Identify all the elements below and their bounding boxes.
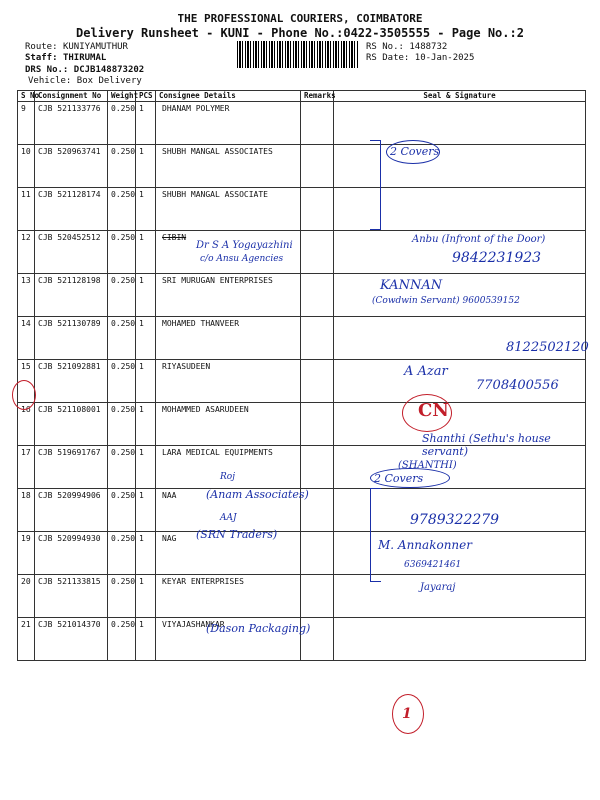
rs-number-info: RS No.: 1488732 [366,42,448,52]
table-header-row [18,91,586,102]
cn-circle [402,394,452,432]
table-row [18,274,586,317]
covers-note-2: 2 Covers [374,472,424,485]
cell-weight: 0.250 [108,231,136,274]
signature-12: Anbu (Infront of the Door) [412,234,546,245]
cell-remarks [301,446,334,489]
table-row [18,188,586,231]
bracket-rows-10-11 [370,140,381,230]
cell-sno: 21 [18,618,35,661]
cell-consignment-no: CJB 520452512 [35,231,108,274]
cell-remarks [301,274,334,317]
cell-pcs: 1 [136,102,156,145]
cell-consignment-no: CJB 521092881 [35,360,108,403]
cn-mark-16: CN [418,400,449,421]
barcode-image [237,41,359,68]
cell-weight: 0.250 [108,489,136,532]
phone-20: 6369421461 [404,560,462,570]
drs-info: DRS No.: DCJB148873202 [25,65,145,75]
cell-consignee: LARA MEDICAL EQUIPMENTS [156,446,301,489]
cell-weight: 0.250 [108,188,136,231]
runsheet-subtitle: Delivery Runsheet - KUNI - Phone No.:0422-3505555 - Page No.:2 [76,26,524,40]
cell-consignee: VIYAJASHANKAR [156,618,301,661]
cell-sno: 17 [18,446,35,489]
cell-weight: 0.250 [108,102,136,145]
sno-16-circle [12,380,36,410]
cell-consignment-no: CJB 521130789 [35,317,108,360]
cell-weight: 0.250 [108,532,136,575]
cell-pcs: 1 [136,231,156,274]
company-19: (SRN Traders) [196,528,278,541]
cell-remarks [301,575,334,618]
staff-value: THIRUMAL [62,53,107,63]
cell-remarks [301,145,334,188]
cell-consignment-no: CJB 521133815 [35,575,108,618]
runsheet-table [17,90,586,661]
cell-consignee: SRI MURUGAN ENTERPRISES [156,274,301,317]
cell-sno: 20 [18,575,35,618]
signature-13: KANNAN [380,278,443,293]
table-row [18,145,586,188]
signature-19: M. Annakonner [378,538,472,552]
cell-remarks [301,231,334,274]
table-row [18,102,586,145]
cell-remarks [301,188,334,231]
table-row [18,575,586,618]
rs-date-value: 10-Jan-2025 [414,53,475,63]
name-17: (SHANTHI) [398,460,457,471]
cell-weight: 0.250 [108,403,136,446]
cell-consignee: DHANAM POLYMER [156,102,301,145]
rs-date-info: RS Date: 10-Jan-2025 [366,53,475,63]
cell-pcs: 1 [136,618,156,661]
col-header-consignment: Consignment No [35,91,108,102]
cell-weight: 0.250 [108,446,136,489]
vehicle-info: Vehicle: Box Delivery [28,76,142,86]
cell-remarks [301,360,334,403]
cell-sno: 13 [18,274,35,317]
cell-weight: 0.250 [108,317,136,360]
cell-consignee: KEYAR ENTERPRISES [156,575,301,618]
staff-info: Staff: THIRUMAL [25,53,107,63]
signature-17: Shanthi (Sethu's house servant) [422,432,551,458]
route-value: KUNIYAMUTHUR [62,42,128,52]
route-info: Route: KUNIYAMUTHUR [25,42,128,52]
cell-consignee: NAG [156,532,301,575]
cell-remarks [301,403,334,446]
rs-number-value: 1488732 [409,42,448,52]
col-header-consignee: Consignee Details [156,91,301,102]
cell-consignee: NAA [156,489,301,532]
cell-pcs: 1 [136,274,156,317]
cell-seal-signature [334,274,586,317]
cell-sno: 10 [18,145,35,188]
phone-16: 7708400556 [476,378,559,393]
cell-consignee: CIBIN [156,231,301,274]
cell-sno: 9 [18,102,35,145]
cell-consignee: MOHAMMED ASARUDEEN [156,403,301,446]
cell-pcs: 1 [136,360,156,403]
cell-pcs: 1 [136,575,156,618]
cell-sno: 14 [18,317,35,360]
page-mark-circle [392,694,424,734]
cell-weight: 0.250 [108,618,136,661]
cell-consignment-no: CJB 521014370 [35,618,108,661]
cell-consignee: RIYASUDEEN [156,360,301,403]
col-header-sno: S No [18,91,35,102]
table-row [18,317,586,360]
phone-12: 9842231923 [452,250,542,266]
cell-sno: 16 [18,403,35,446]
page-mark: 1 [402,706,412,722]
col-header-pcs: PCS [136,91,156,102]
phone-15: 8122502120 [506,340,589,355]
cell-pcs: 1 [136,317,156,360]
cell-remarks [301,102,334,145]
cell-consignee: SHUBH MANGAL ASSOCIATES [156,145,301,188]
cell-sno: 12 [18,231,35,274]
covers-circle-2 [370,468,450,488]
cell-pcs: 1 [136,145,156,188]
cell-pcs: 1 [136,188,156,231]
cell-consignee: MOHAMED THANVEER [156,317,301,360]
cell-pcs: 1 [136,532,156,575]
cell-consignment-no: CJB 520994906 [35,489,108,532]
col-header-seal: Seal & Signature [334,91,586,102]
cell-consignment-no: CJB 521108001 [35,403,108,446]
cell-consignment-no: CJB 521128174 [35,188,108,231]
cell-pcs: 1 [136,403,156,446]
cell-pcs: 1 [136,489,156,532]
cell-pcs: 1 [136,446,156,489]
cell-remarks [301,317,334,360]
signature-21: Jayaraj [420,582,456,593]
cell-consignment-no: CJB 521128198 [35,274,108,317]
covers-circle-1 [386,140,440,164]
phone-19: 9789322279 [410,512,500,528]
company-18: (Anam Associates) [206,488,309,501]
vehicle-value: Box Delivery [76,76,142,86]
table-row [18,532,586,575]
cell-consignment-no: CJB 520994930 [35,532,108,575]
cell-seal-signature [334,618,586,661]
name-18: Roj [220,472,235,482]
company-title: THE PROFESSIONAL COURIERS, COIMBATORE [177,12,423,25]
cell-sno: 18 [18,489,35,532]
covers-note-1: 2 Covers [390,145,440,158]
cell-consignment-no: CJB 520963741 [35,145,108,188]
name-19: AAJ [220,513,237,523]
col-header-weight: Weight [108,91,136,102]
handwritten-consignee-12: Dr S A Yogayazhini [196,240,293,251]
cell-consignment-no: CJB 519691767 [35,446,108,489]
cell-remarks [301,532,334,575]
drs-value: DCJB148873202 [73,65,145,75]
cell-weight: 0.250 [108,145,136,188]
cell-seal-signature [334,102,586,145]
cell-weight: 0.250 [108,360,136,403]
bracket-rows-18-20 [370,488,381,582]
cell-weight: 0.250 [108,575,136,618]
cell-sno: 11 [18,188,35,231]
col-header-remarks: Remarks [301,91,334,102]
cell-consignee: SHUBH MANGAL ASSOCIATE [156,188,301,231]
company-21: (Dason Packaging) [206,622,311,635]
cell-sno: 15 [18,360,35,403]
handwritten-consignee-12b: c/o Ansu Agencies [200,254,284,264]
cell-sno: 19 [18,532,35,575]
cell-consignment-no: CJB 521133776 [35,102,108,145]
signature-13-note: (Cowdwin Servant) 9600539152 [372,296,520,306]
cell-weight: 0.250 [108,274,136,317]
signature-16: A Azar [404,364,448,379]
